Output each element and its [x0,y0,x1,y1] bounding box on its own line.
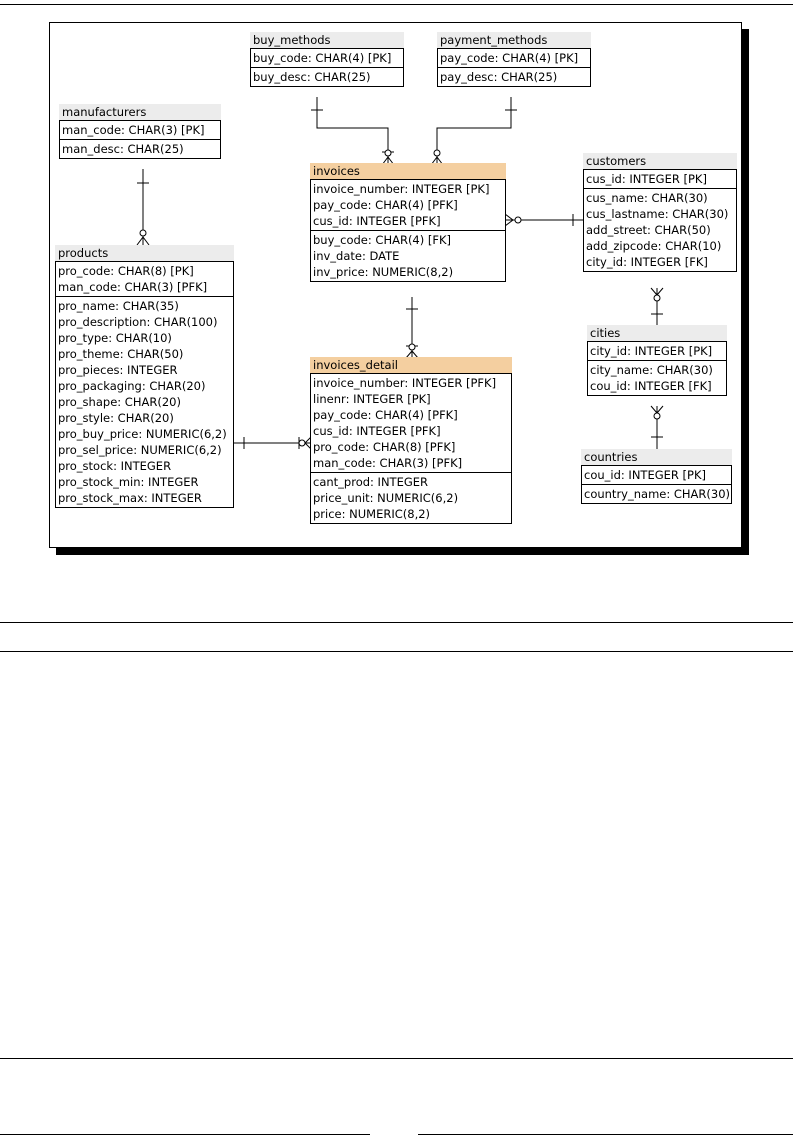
entity-attribute: add_street: CHAR(50) [586,223,711,237]
entity-attribute: cou_id: INTEGER [FK] [590,379,712,393]
entity-attribute: cant_prod: INTEGER [313,475,429,489]
entity-attribute: buy_code: CHAR(4) [PK] [253,51,392,65]
entity-invoices [310,163,506,282]
entity-attribute: price_unit: NUMERIC(6,2) [313,491,459,505]
entity-title: countries [581,449,732,465]
entity-attribute: man_code: CHAR(3) [PFK] [313,456,463,470]
entity-attribute: pay_desc: CHAR(25) [440,70,558,84]
entity-attribute: buy_code: CHAR(4) [FK] [313,233,452,247]
entity-attribute: man_code: CHAR(3) [PK] [62,123,205,137]
entity-attribute: pay_code: CHAR(4) [PFK] [313,408,458,422]
entity-title: invoices [310,163,506,179]
entity-buy-methods [250,32,404,87]
entity-attribute: price: NUMERIC(8,2) [313,507,431,521]
entity-attribute: man_desc: CHAR(25) [62,142,184,156]
entity-attribute: pro_buy_price: NUMERIC(6,2) [58,427,227,441]
entity-attribute: pro_stock_min: INTEGER [58,475,199,489]
entity-attribute: cus_name: CHAR(30) [586,191,708,205]
entity-attribute: pro_pieces: INTEGER [58,363,178,377]
entity-attribute: man_code: CHAR(3) [PFK] [58,280,208,294]
entity-attribute: pro_theme: CHAR(50) [58,347,184,361]
rel-countries-cities [651,406,663,451]
entity-attribute: invoice_number: INTEGER [PK] [313,182,490,196]
entity-attribute: pro_type: CHAR(10) [58,331,172,345]
entity-countries [581,449,732,504]
entity-title: manufacturers [59,104,221,120]
entity-title: products [55,245,234,261]
entity-attribute: pro_sel_price: NUMERIC(6,2) [58,443,222,457]
entity-title: customers [583,153,737,169]
entity-attribute: cus_id: INTEGER [PFK] [313,214,441,228]
entity-attribute: city_id: INTEGER [PK] [590,344,713,358]
rel-products-invoices-detail [233,437,311,449]
entity-attribute: pro_description: CHAR(100) [58,315,218,329]
entity-attribute: pay_code: CHAR(4) [PK] [440,51,579,65]
rel-buy-methods-invoices [311,97,394,165]
entity-title: cities [587,325,727,341]
entity-attribute: cou_id: INTEGER [PK] [584,468,706,482]
entity-title: buy_methods [250,32,404,48]
entity-cities [587,325,727,396]
entity-attribute: inv_date: DATE [313,249,400,263]
entity-payment-methods [437,32,591,87]
entity-attribute: cus_lastname: CHAR(30) [586,207,729,221]
entity-attribute: pro_name: CHAR(35) [58,299,179,313]
entity-attribute: invoice_number: INTEGER [PFK] [313,376,497,390]
entity-attribute: inv_price: NUMERIC(8,2) [313,265,454,279]
entity-title: payment_methods [437,32,591,48]
entity-customers [583,153,737,272]
entity-attribute: buy_desc: CHAR(25) [253,70,371,84]
entity-attribute: pro_stock: INTEGER [58,459,172,473]
entity-attribute: linenr: INTEGER [PK] [313,392,431,406]
rel-customers-invoices [505,214,585,226]
entity-attribute: city_id: INTEGER [FK] [586,255,708,269]
entity-attribute: cus_id: INTEGER [PK] [586,172,707,186]
entity-attribute: pay_code: CHAR(4) [PFK] [313,198,458,212]
entity-products [55,245,234,508]
entity-attribute: city_name: CHAR(30) [590,363,713,377]
entity-attribute: pro_shape: CHAR(20) [58,395,181,409]
entity-attribute: pro_code: CHAR(8) [PK] [58,264,194,278]
entity-attribute: pro_packaging: CHAR(20) [58,379,206,393]
rel-invoices-invoices-detail [406,297,418,358]
entity-attribute: country_name: CHAR(30) [584,487,731,501]
entity-invoices-detail [310,357,512,524]
entity-attribute: pro_style: CHAR(20) [58,411,174,425]
entity-attribute: pro_code: CHAR(8) [PFK] [313,440,456,454]
rel-payment-methods-invoices [431,97,517,165]
entity-title: invoices_detail [310,357,512,373]
entity-attribute: add_zipcode: CHAR(10) [586,239,722,253]
entity-manufacturers [59,104,221,159]
entity-attribute: cus_id: INTEGER [PFK] [313,424,441,438]
rel-manufacturers-products [137,169,149,245]
rel-cities-customers [651,288,663,326]
entity-attribute: pro_stock_max: INTEGER [58,491,202,505]
